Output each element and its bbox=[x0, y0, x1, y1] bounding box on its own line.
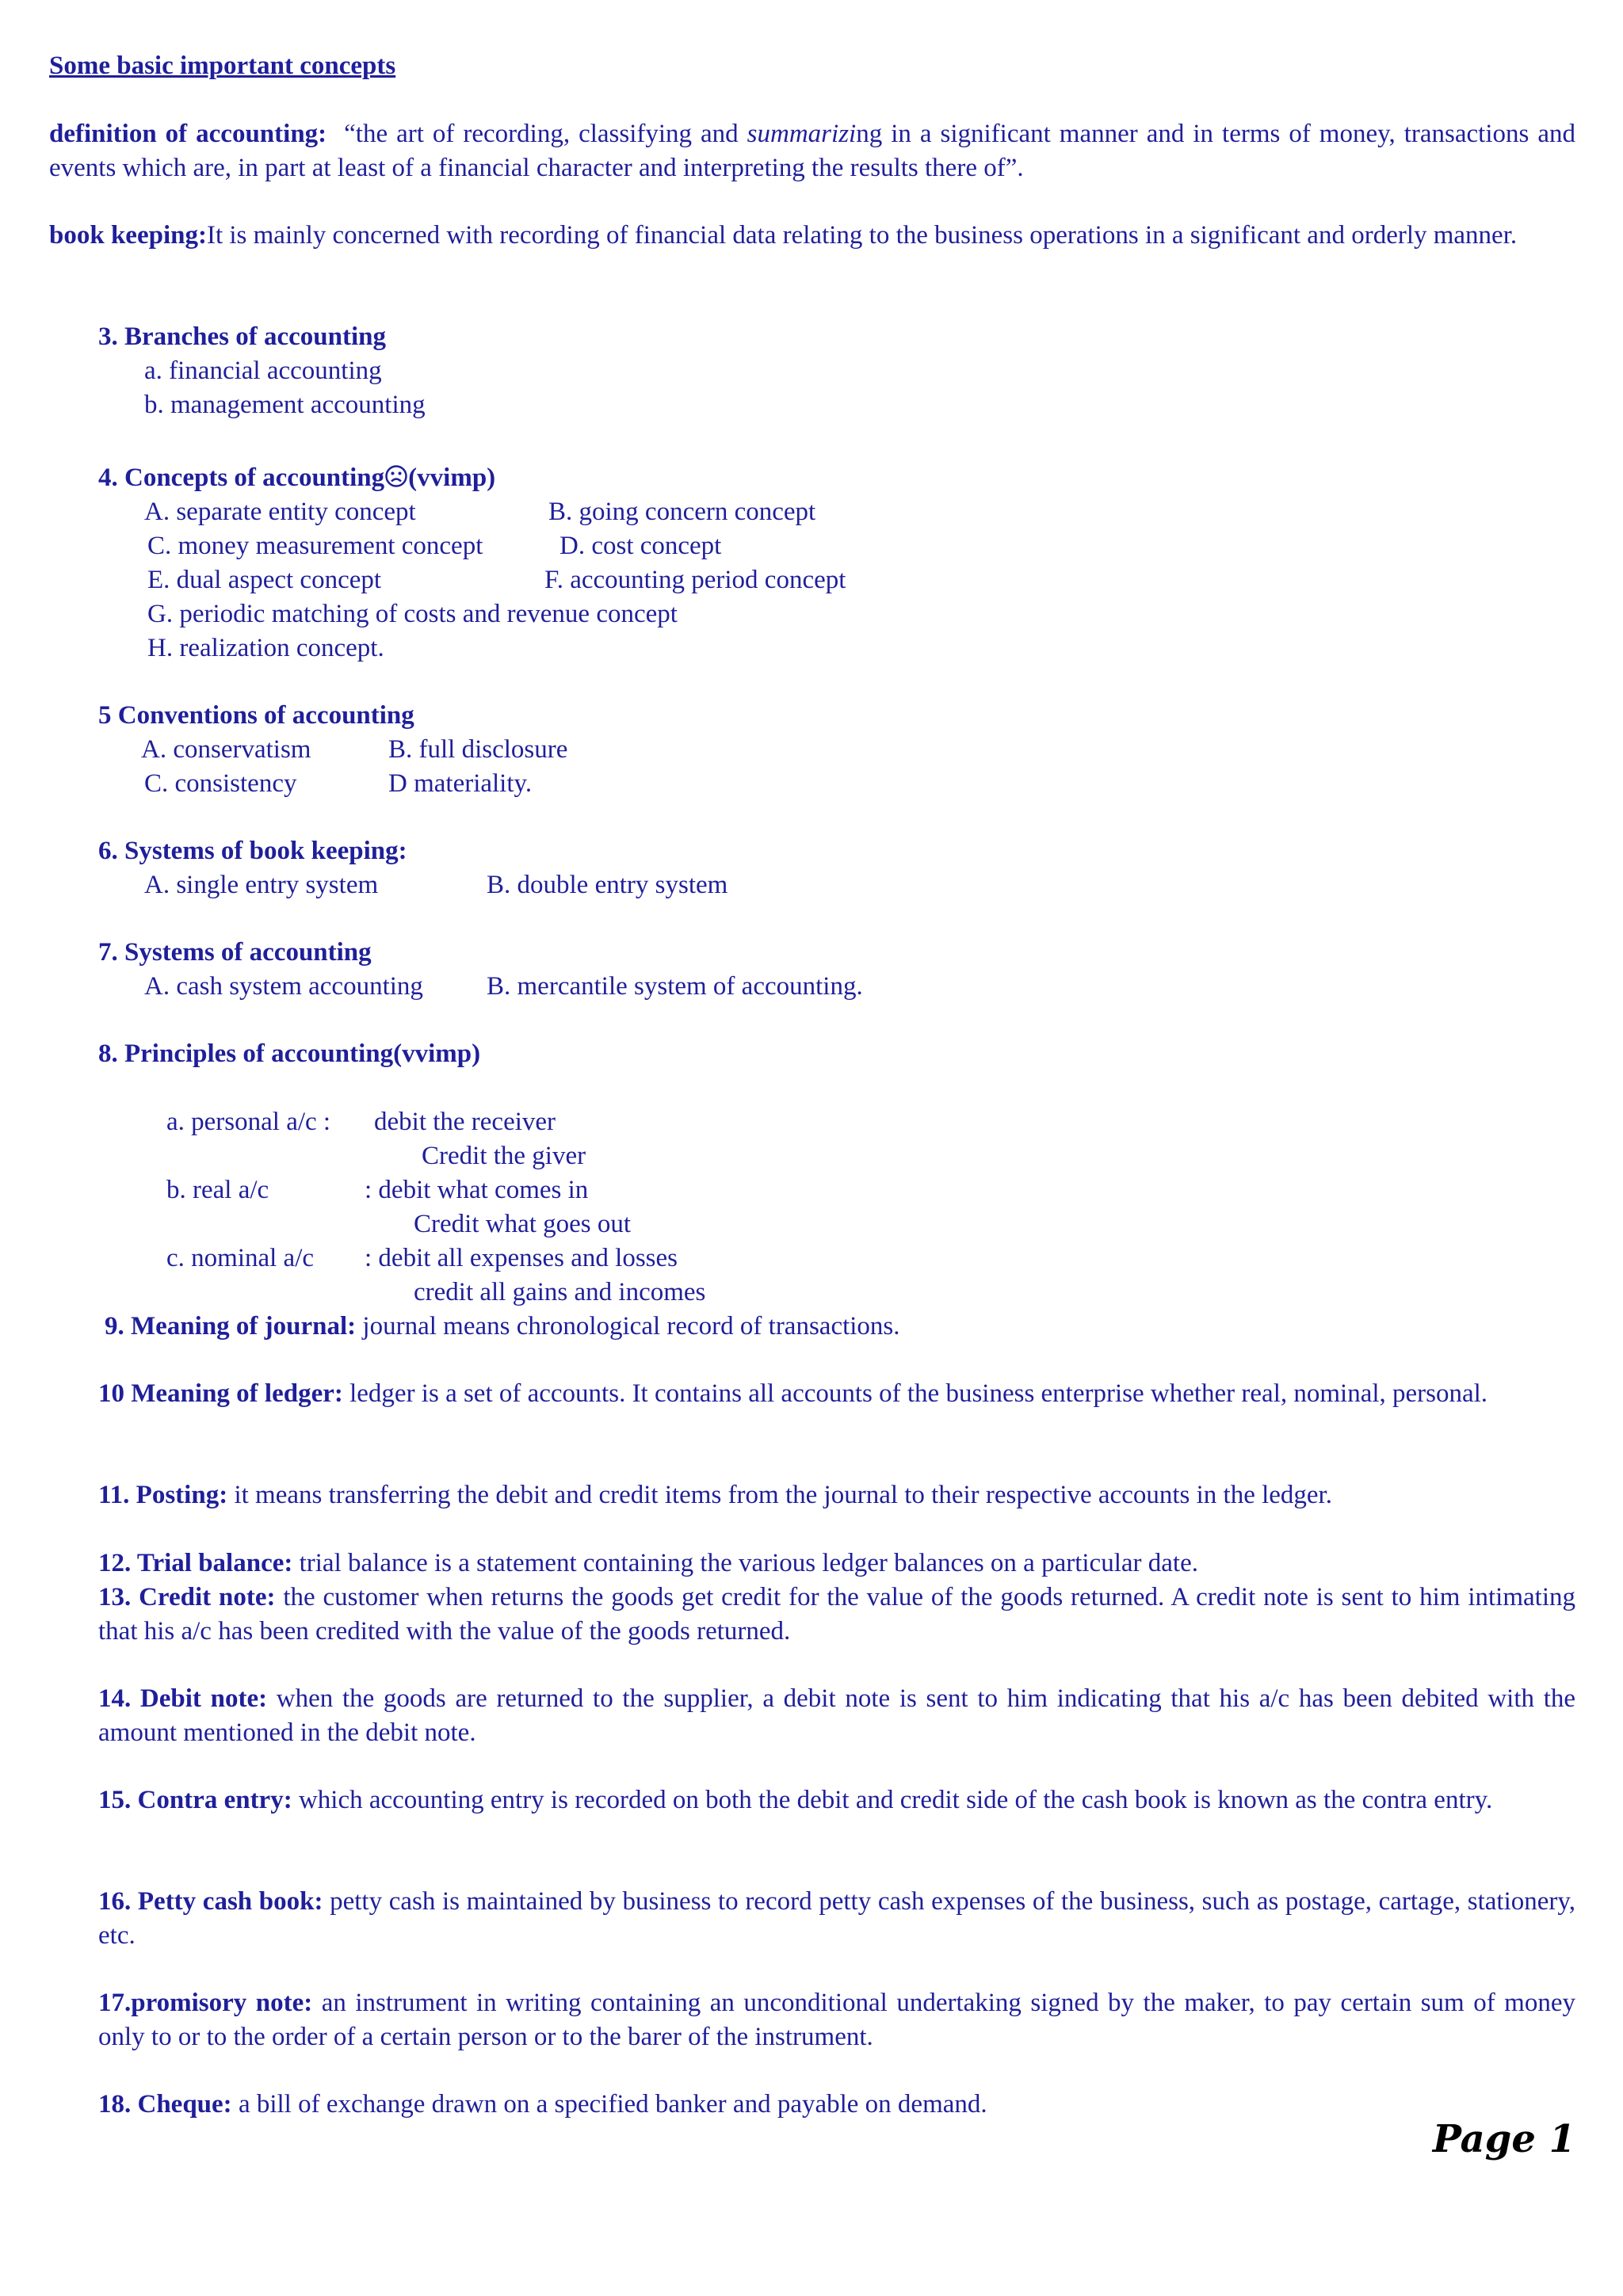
promissory-note-paragraph bbox=[98, 1986, 1575, 2054]
frown-face-icon bbox=[384, 464, 408, 488]
principle-credit-rule: Credit the giver bbox=[422, 1142, 586, 1170]
convention-item: B. full disclosure bbox=[388, 735, 568, 764]
cheque-label: 18. Cheque: bbox=[98, 2090, 232, 2119]
page-number: Page 1 bbox=[1432, 2117, 1575, 2161]
concept-item: B. going concern concept bbox=[548, 498, 816, 526]
principle-credit-rule: credit all gains and incomes bbox=[414, 1278, 706, 1306]
trial-balance-paragraph bbox=[98, 1547, 1575, 1581]
branches-item: b. management accounting bbox=[144, 391, 426, 419]
concept-item: E. dual aspect concept bbox=[147, 566, 382, 594]
principle-account: c. nominal a/c bbox=[166, 1244, 315, 1272]
systems-book-keeping-title: 6. Systems of book keeping: bbox=[98, 837, 407, 865]
concepts-title bbox=[98, 461, 495, 495]
journal-paragraph bbox=[105, 1310, 900, 1344]
systems-book-keeping-item: A. single entry system bbox=[144, 871, 379, 899]
conventions-title: 5 Conventions of accounting bbox=[98, 701, 414, 730]
ledger-label: 10 Meaning of ledger: bbox=[98, 1379, 343, 1408]
promissory-note-label: 17.promisory note: bbox=[98, 1989, 313, 2017]
cheque-text: a bill of exchange drawn on a specified banker and payable on demand. bbox=[231, 2090, 987, 2119]
concept-item: G. periodic matching of costs and revenue concept bbox=[147, 600, 678, 628]
definition-paragraph bbox=[49, 117, 1575, 185]
branches-title: 3. Branches of accounting bbox=[98, 322, 386, 351]
systems-accounting-item: B. mercantile system of accounting. bbox=[487, 972, 863, 1001]
principles-title: 8. Principles of accounting(vvimp) bbox=[98, 1039, 481, 1068]
journal-text: journal means chronological record of transactions. bbox=[356, 1312, 900, 1341]
definition-label: definition of accounting: bbox=[49, 120, 327, 148]
concept-item: C. money measurement concept bbox=[147, 532, 483, 560]
debit-note-paragraph bbox=[98, 1682, 1575, 1750]
trial-balance-text: trial balance is a statement containing the various ledger balances on a particular date. bbox=[292, 1549, 1198, 1577]
petty-cash-text: petty cash is maintained by business to record petty cash expenses of the business, such as postage, cartage, stationery, etc. bbox=[98, 1887, 1575, 1950]
concepts-title-suffix: (vvimp) bbox=[408, 463, 496, 492]
credit-note-label: 13. Credit note: bbox=[98, 1583, 276, 1611]
petty-cash-label: 16. Petty cash book: bbox=[98, 1887, 323, 1916]
principle-credit-rule: Credit what goes out bbox=[414, 1210, 632, 1238]
ledger-paragraph bbox=[98, 1377, 1575, 1411]
convention-item: C. consistency bbox=[144, 769, 297, 798]
concept-item: A. separate entity concept bbox=[144, 498, 416, 526]
cheque-paragraph bbox=[98, 2088, 1575, 2122]
contra-entry-paragraph bbox=[98, 1783, 1575, 1817]
book-keeping-label: book keeping: bbox=[49, 221, 207, 250]
concepts-title-text: 4. Concepts of accounting bbox=[98, 463, 385, 492]
concept-item: H. realization concept. bbox=[147, 634, 384, 662]
contra-entry-label: 15. Contra entry: bbox=[98, 1786, 292, 1814]
contra-entry-text: which accounting entry is recorded on both the debit and credit side of the cash book is known as the contra entry. bbox=[292, 1786, 1493, 1814]
petty-cash-paragraph bbox=[98, 1885, 1575, 1953]
branches-item: a. financial accounting bbox=[144, 357, 382, 385]
concept-item: D. cost concept bbox=[559, 532, 722, 560]
credit-note-paragraph bbox=[98, 1581, 1575, 1649]
definition-text-start: “the art of recording, classifying and bbox=[344, 120, 747, 148]
credit-note-text: the customer when returns the goods get credit for the value of the goods returned. A credit note is sent to him intimating that his a/c has been credited with the value of the goods returned. bbox=[98, 1583, 1575, 1646]
posting-text: it means transferring the debit and credit items from the journal to their respective accounts in the ledger. bbox=[227, 1481, 1332, 1509]
principle-account: a. personal a/c : bbox=[166, 1108, 331, 1136]
systems-accounting-item: A. cash system accounting bbox=[144, 972, 423, 1001]
journal-label: 9. Meaning of journal: bbox=[105, 1312, 357, 1341]
page-heading: Some basic important concepts bbox=[49, 51, 396, 80]
concept-item: F. accounting period concept bbox=[544, 566, 846, 594]
systems-accounting-title: 7. Systems of accounting bbox=[98, 938, 372, 967]
book-keeping-text: It is mainly concerned with recording of financial data relating to the business operations in a significant and orderly manner. bbox=[206, 221, 1518, 250]
systems-book-keeping-item: B. double entry system bbox=[487, 871, 728, 899]
convention-item: A. conservatism bbox=[141, 735, 311, 764]
book-keeping-paragraph bbox=[49, 219, 1575, 253]
principle-debit-rule: debit the receiver bbox=[374, 1108, 556, 1136]
trial-balance-label: 12. Trial balance: bbox=[98, 1549, 293, 1577]
ledger-text: ledger is a set of accounts. It contains all accounts of the business enterprise whether real, nominal, personal. bbox=[342, 1379, 1488, 1408]
principle-debit-rule: : debit all expenses and losses bbox=[365, 1244, 678, 1272]
posting-paragraph bbox=[98, 1478, 1575, 1512]
convention-item: D materiality. bbox=[388, 769, 533, 798]
principle-debit-rule: : debit what comes in bbox=[365, 1176, 589, 1204]
principle-account: b. real a/c bbox=[166, 1176, 269, 1204]
debit-note-text: when the goods are returned to the supplier, a debit note is sent to him indicating that his a/c has been debited with the amount mentioned in the debit note. bbox=[98, 1684, 1576, 1747]
posting-label: 11. Posting: bbox=[98, 1481, 228, 1509]
promissory-note-text: an instrument in writing containing an unconditional undertaking signed by the maker, to pay certain sum of money only to or to the order of a certain person or to the barer of the instrument. bbox=[98, 1989, 1575, 2051]
debit-note-label: 14. Debit note: bbox=[98, 1684, 268, 1713]
definition-text-rest: ng in a significant manner and in terms of money, transactions and events which are, in part at least of a financial character and interpreting the results there of”. bbox=[49, 120, 1575, 182]
definition-italic-word: summarizi bbox=[747, 120, 857, 148]
